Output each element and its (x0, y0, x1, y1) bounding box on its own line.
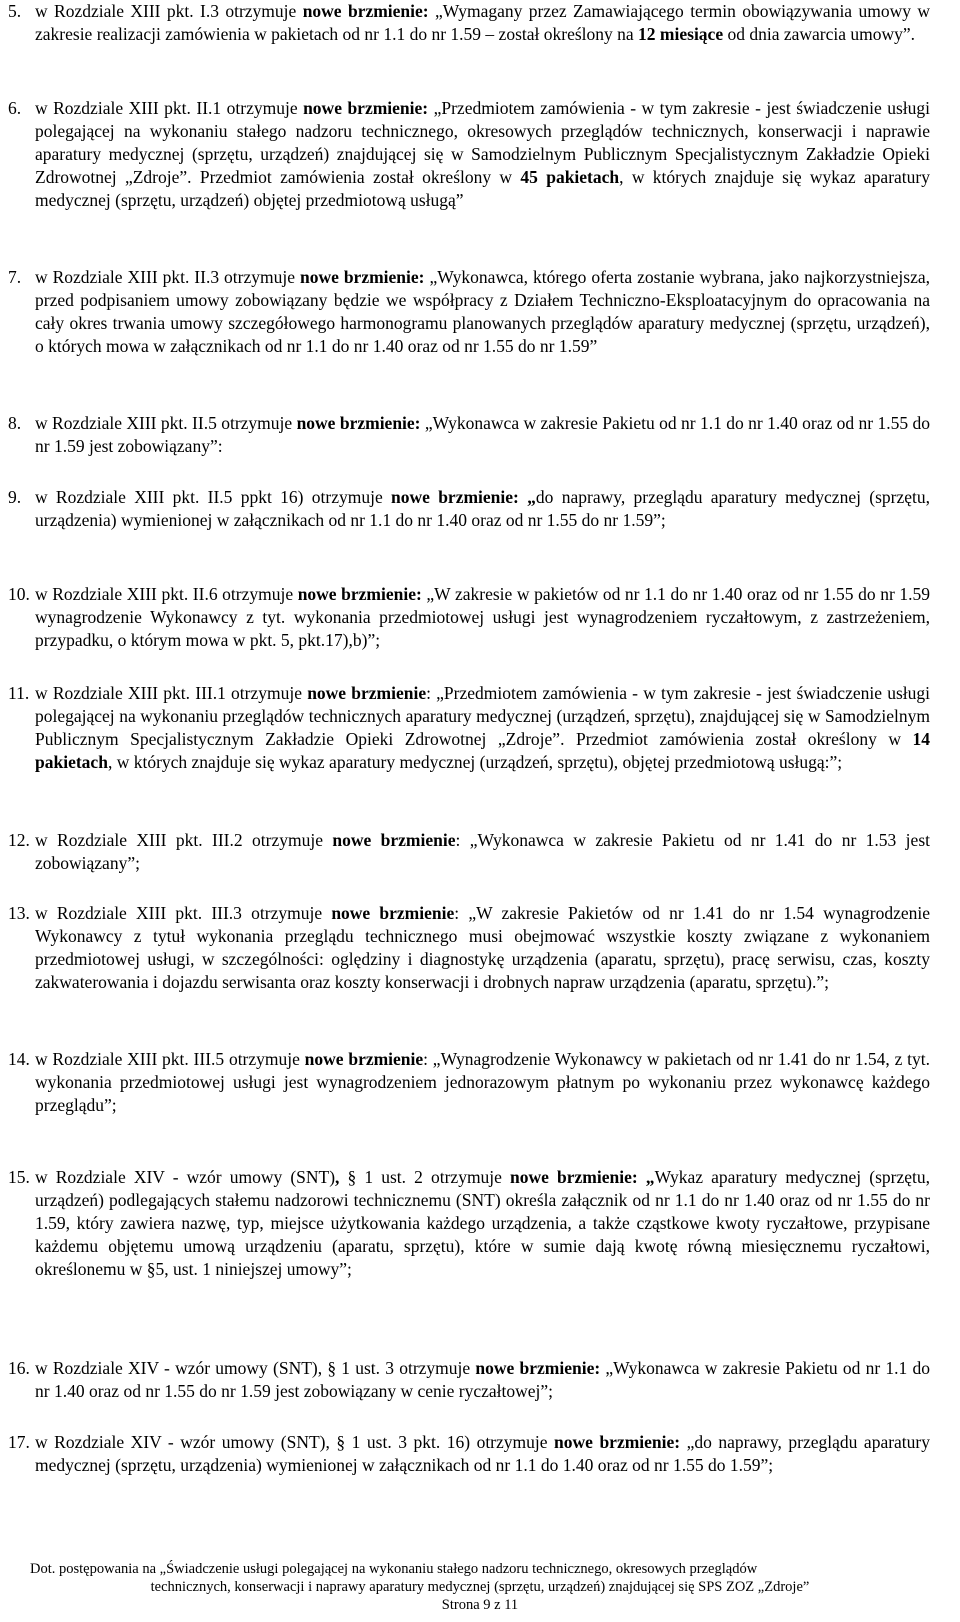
item-text: w Rozdziale XIII pkt. III.5 otrzymuje nowe brzmienie: „Wynagrodzenie Wykonawcy w pakietach od nr 1.41 do nr 1.54, z tyt. wykonania przedmiotowej usługi jest wynagrodzeniem jednorazowym płatnym po wykonaniu przez wykonawcę każdego przeglądu”; (35, 1049, 930, 1115)
list-item (8, 266, 930, 358)
item-text: w Rozdziale XIII pkt. II.5 ppkt 16) otrzymuje nowe brzmienie: „do naprawy, przeglądu aparatury medycznej (sprzętu, urządzenia) wymienionej w załącznikach od nr 1.1 do nr 1.40 oraz od nr 1.55 do nr 1.59”; (35, 487, 930, 530)
item-text: w Rozdziale XIV - wzór umowy (SNT), § 1 ust. 3 otrzymuje nowe brzmienie: „Wykonawca w zakresie Pakietu od nr 1.1 do nr 1.40 oraz od nr 1.55 do nr 1.59 jest zobowiązany w cenie ryczałtowej”; (35, 1358, 931, 1401)
item-text: w Rozdziale XIII pkt. II.5 otrzymuje nowe brzmienie: „Wykonawca w zakresie Pakietu od nr 1.1 do nr 1.40 oraz od nr 1.55 do nr 1.59 jest zobowiązany”: (35, 413, 930, 456)
item-number: 6. (8, 98, 22, 118)
list-item (8, 0, 930, 46)
list-item (8, 412, 930, 458)
list-item (8, 1357, 930, 1403)
item-text: w Rozdziale XIII pkt. II.1 otrzymuje nowe brzmienie: „Przedmiotem zamówienia - w tym zakresie - jest świadczenie usługi polegającej na wykonaniu stałego nadzoru technicznego, okresowych przeglądów technicznych, konserwacji i naprawie aparatury medycznej (sprzętu, urządzeń) znajdującej się w Samodzielnym Publicznym Specjalistycznym Zakładzie Opieki Zdrowotnej „Zdroje”. Przedmiot zamówienia został określony w 45 pakietach, w których znajduje się wykaz aparatury medycznej (sprzętu, urządzeń) objętej przedmiotową usługą” (35, 98, 930, 210)
item-number: 14. (8, 1049, 30, 1069)
item-text: w Rozdziale XIV - wzór umowy (SNT), § 1 ust. 2 otrzymuje nowe brzmienie: „Wykaz aparatury medycznej (sprzętu, urządzeń) podlegających stałemu nadzorowi technicznemu (SNT) określa załącznik od nr 1.1 do nr 1.40 oraz od nr 1.55 do nr 1.59, który zawiera nazwę, typ, miejsce użytkowania każdego urządzenia, a także cząstkowe kwoty ryczałtowe, przypisane każdemu objętemu umową urządzeniu (aparatu, sprzętu), które w sumie dają kwotę równą miesięcznemu ryczałtowi, określonemu w §5, ust. 1 niniejszej umowy”; (35, 1167, 930, 1279)
list-item (8, 682, 930, 774)
item-number: 16. (8, 1358, 30, 1378)
item-number: 11. (8, 683, 30, 703)
list-item (8, 902, 930, 994)
footer-line: technicznych, konserwacji i naprawy aparatury medycznej (sprzętu, urządzeń) znajdującej się SPS ZOZ „Zdroje” (150, 1579, 810, 1595)
item-number: 12. (8, 830, 30, 850)
item-number: 13. (8, 903, 30, 923)
list-item (8, 486, 930, 532)
list-item (8, 97, 930, 212)
item-number: 5. (8, 1, 22, 21)
item-number: 9. (8, 487, 22, 507)
item-text: w Rozdziale XIV - wzór umowy (SNT), § 1 ust. 3 pkt. 16) otrzymuje nowe brzmienie: „do naprawy, przeglądu aparatury medycznej (sprzętu, urządzenia) wymienionej w załącznikach od nr 1.1 do 1.40 oraz od nr 1.55 do 1.59”; (35, 1432, 930, 1475)
item-number: 17. (8, 1432, 30, 1452)
list-item (8, 829, 930, 875)
item-number: 15. (8, 1167, 30, 1187)
item-text: w Rozdziale XIII pkt. II.3 otrzymuje nowe brzmienie: „Wykonawca, którego oferta zostanie wybrana, jako najkorzystniejsza, przed podpisaniem umowy zobowiązany będzie we współpracy z Działem Techniczno-Eksploatacyjnym do opracowania na cały okres trwania umowy szczegółowego harmonogramu planowanych przeglądów aparatury medycznej (sprzętu, urządzeń), o których mowa w załącznikach od nr 1.1 do nr 1.40 oraz od nr 1.55 do nr 1.59” (35, 267, 930, 356)
item-number: 8. (8, 413, 22, 433)
item-text: w Rozdziale XIII pkt. III.3 otrzymuje nowe brzmienie: „W zakresie Pakietów od nr 1.41 do nr 1.54 wynagrodzenie Wykonawcy z tytuł wykonania przeglądu technicznego musi obejmować wszystkie koszty związane z wykonaniem przedmiotowej usługi, w szczególności: oględziny i diagnostykę urządzenia (aparatu, sprzętu), pracę serwisu, czas, koszty zakwaterowania i dojazdu serwisanta oraz koszty konserwacji i drobnych napraw urządzenia (aparatu, sprzętu).”; (35, 903, 930, 992)
list-item (8, 583, 930, 652)
list-item (8, 1166, 930, 1281)
item-text: w Rozdziale XIII pkt. I.3 otrzymuje nowe brzmienie: „Wymagany przez Zamawiającego termin obowiązywania umowy w zakresie realizacji zamówienia w pakietach od nr 1.1 do nr 1.59 – został określony na 12 miesiące od dnia zawarcia umowy”. (35, 1, 930, 44)
list-item (8, 1431, 930, 1477)
page-number: Strona 9 z 11 (441, 1597, 519, 1613)
item-text: w Rozdziale XIII pkt. III.1 otrzymuje nowe brzmienie: „Przedmiotem zamówienia - w tym zakresie - jest świadczenie usługi polegającej na wykonaniu przeglądów technicznych aparatury medycznej (urządzeń, sprzętu), znajdującej się w Samodzielnym Publicznym Specjalistycznym Zakładzie Opieki Zdrowotnej „Zdroje”. Przedmiot zamówienia został określony w 14 pakietach, w których znajduje się wykaz aparatury medycznej (urządzeń, sprzętu), objętej przedmiotową usługą:”; (35, 683, 930, 772)
item-number: 7. (8, 267, 22, 287)
item-number: 10. (8, 584, 30, 604)
footer-line: Dot. postępowania na „Świadczenie usługi polegającej na wykonaniu stałego nadzoru technicznego, okresowych przeglądów (30, 1561, 758, 1577)
item-text: w Rozdziale XIII pkt. III.2 otrzymuje nowe brzmienie: „Wykonawca w zakresie Pakietu od nr 1.41 do nr 1.53 jest zobowiązany”; (35, 830, 930, 873)
page-footer (30, 1560, 930, 1614)
list-item (8, 1048, 930, 1117)
item-text: w Rozdziale XIII pkt. II.6 otrzymuje nowe brzmienie: „W zakresie w pakietów od nr 1.1 do nr 1.40 oraz od nr 1.55 do nr 1.59 wynagrodzenie Wykonawcy z tyt. wykonania przedmiotowej usługi jest wynagrodzeniem ryczałtowym, z zastrzeżeniem, przypadku, o którym mowa w pkt. 5, pkt.17),b)”; (35, 584, 930, 650)
